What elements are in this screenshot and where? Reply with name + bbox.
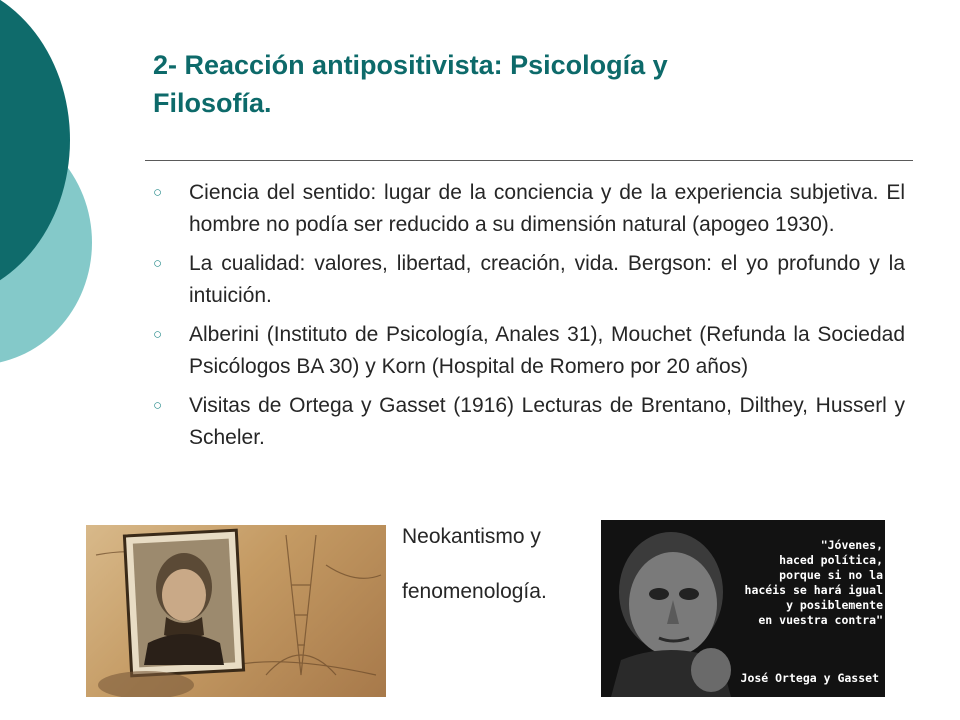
bullet-item (153, 177, 905, 241)
bullet-item (153, 390, 905, 454)
ring-bullet-icon: ○ (153, 255, 163, 272)
ring-bullet-icon: ○ (153, 326, 163, 343)
slide-title: 2- Reacción antipositivista: Psicología y Filosofía. (153, 50, 668, 118)
ortega-quote-image (601, 520, 885, 697)
title-divider (145, 160, 913, 161)
bergson-portrait-image (86, 525, 386, 697)
ortega-quote-author: José Ortega y Gasset (740, 671, 879, 685)
bullet-item (153, 319, 905, 383)
bullet-text: Alberini (Instituto de Psicología, Anales 31), Mouchet (Refunda la Sociedad Psicólogos BA 30) y Korn (Hospital de Romero por 20 años) (189, 323, 905, 378)
caption-line-2: fenomenología. (402, 580, 547, 603)
bergson-collage-graphic (86, 525, 386, 697)
bullet-list (153, 177, 905, 461)
bullet-text: Ciencia del sentido: lugar de la conciencia y de la experiencia subjetiva. El hombre no podía ser reducido a su dimensión natural (apogeo 1930). (189, 181, 905, 236)
ring-bullet-icon: ○ (153, 184, 163, 201)
ring-bullet-icon: ○ (153, 397, 163, 414)
bullet-text: Visitas de Ortega y Gasset (1916) Lecturas de Brentano, Dilthey, Husserl y Scheler. (189, 394, 905, 449)
bullet-item (153, 248, 905, 312)
caption-line-1: Neokantismo y (402, 525, 541, 548)
bullet-text: La cualidad: valores, libertad, creación, vida. Bergson: el yo profundo y la intuición. (189, 252, 905, 307)
ortega-quote-text: "Jóvenes, haced política, porque si no la hacéis se hará igual y posiblemente en vuestra contra" (744, 538, 883, 627)
